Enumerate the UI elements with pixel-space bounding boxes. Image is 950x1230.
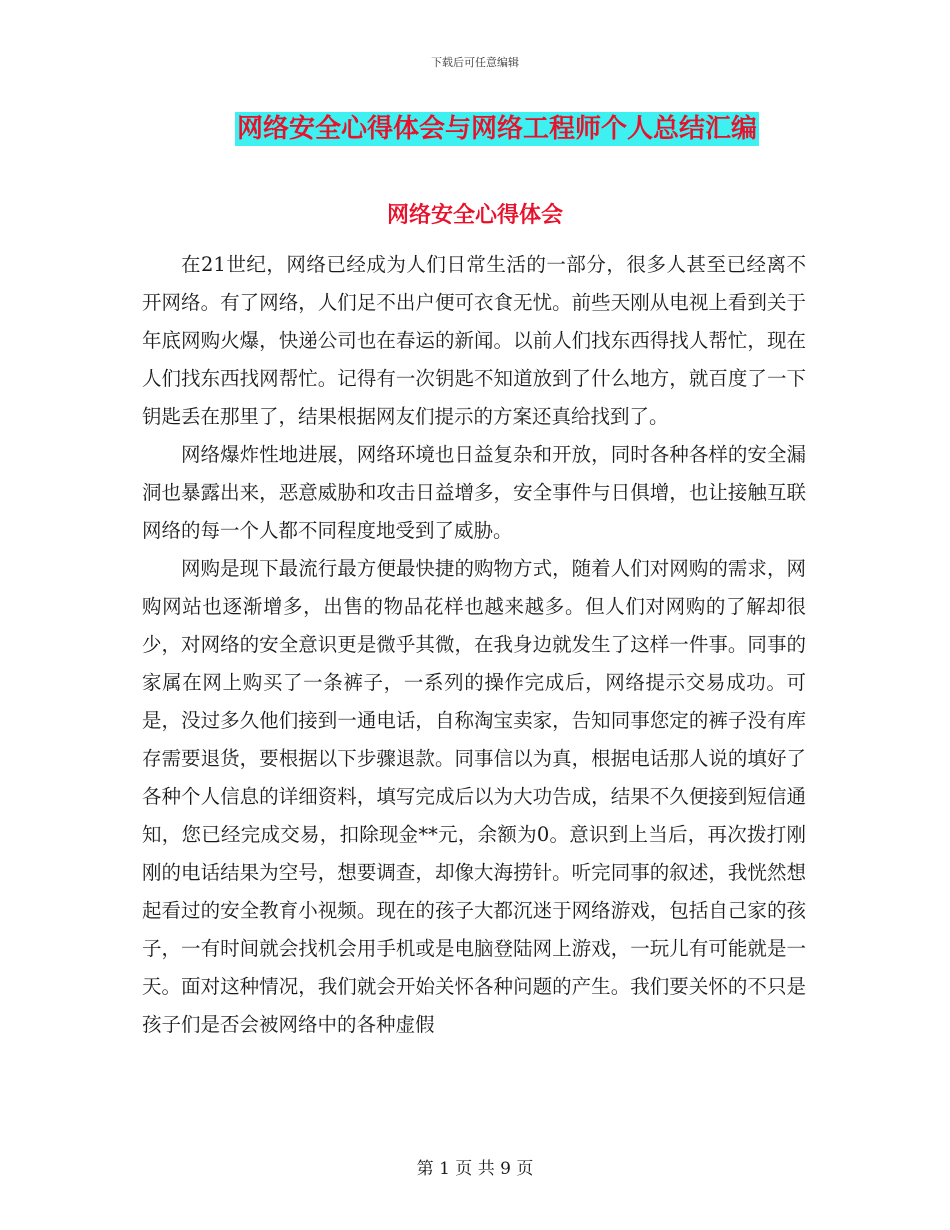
body-text [142, 246, 806, 1044]
page-number: 第 1 页 共 9 页 [416, 1159, 534, 1179]
section-title: 网络安全心得体会 [386, 202, 563, 228]
paragraph-2: 网络爆炸性地进展，网络环境也日益复杂和开放，同时各种各样的安全漏洞也暴露出来，恶意威胁和攻击日益增多，安全事件与日俱增，也让接触互联网络的每一个人都不同程度地受到了威胁。 [142, 443, 806, 542]
title-container [0, 112, 950, 146]
header-note: 下载后可任意编辑 [431, 56, 519, 69]
paragraph-3: 网购是现下最流行最方便最快捷的购物方式，随着人们对网购的需求，网购网站也逐渐增多，出售的物品花样也越来越多。但人们对网购的了解却很少，对网络的安全意识更是微乎其微，在我身边就发生了这样一件事。同事的家属在网上购买了一条裤子，一系列的操作完成后，网络提示交易成功。可是，没过多久他们接到一通电话，自称淘宝卖家，告知同事您定的裤子没有库存需要退货，要根据以下步骤退款。同事信以为真，根据电话那人说的填好了各种个人信息的详细资料，填写完成后以为大功告成，结果不久便接到短信通知，您已经完成交易，扣除现金**元，余额为0。意识到上当后，再次拨打刚刚的电话结果为空号，想要调查，却像大海捞针。听完同事的叙述，我恍然想起看过的安全教育小视频。现在的孩子大都沉迷于网络游戏，包括自己家的孩子，一有时间就会找机会用手机或是电脑登陆网上游戏，一玩儿有可能就是一天。面对这种情况，我们就会开始关怀各种问题的产生。我们要关怀的不只是孩子们是否会被网络中的各种虚假 [142, 557, 806, 1036]
paragraph-1: 在21世纪，网络已经成为人们日常生活的一部分，很多人甚至已经离不开网络。有了网络，人们足不出户便可衣食无忧。前些天刚从电视上看到关于年底网购火爆，快递公司也在春运的新闻。以前人们找东西得找人帮忙，现在人们找东西找网帮忙。记得有一次钥匙不知道放到了什么地方，就百度了一下钥匙丢在那里了，结果根据网友们提示的方案还真给找到了。 [142, 253, 806, 428]
document-title: 网络安全心得体会与网络工程师个人总结汇编 [236, 114, 757, 144]
